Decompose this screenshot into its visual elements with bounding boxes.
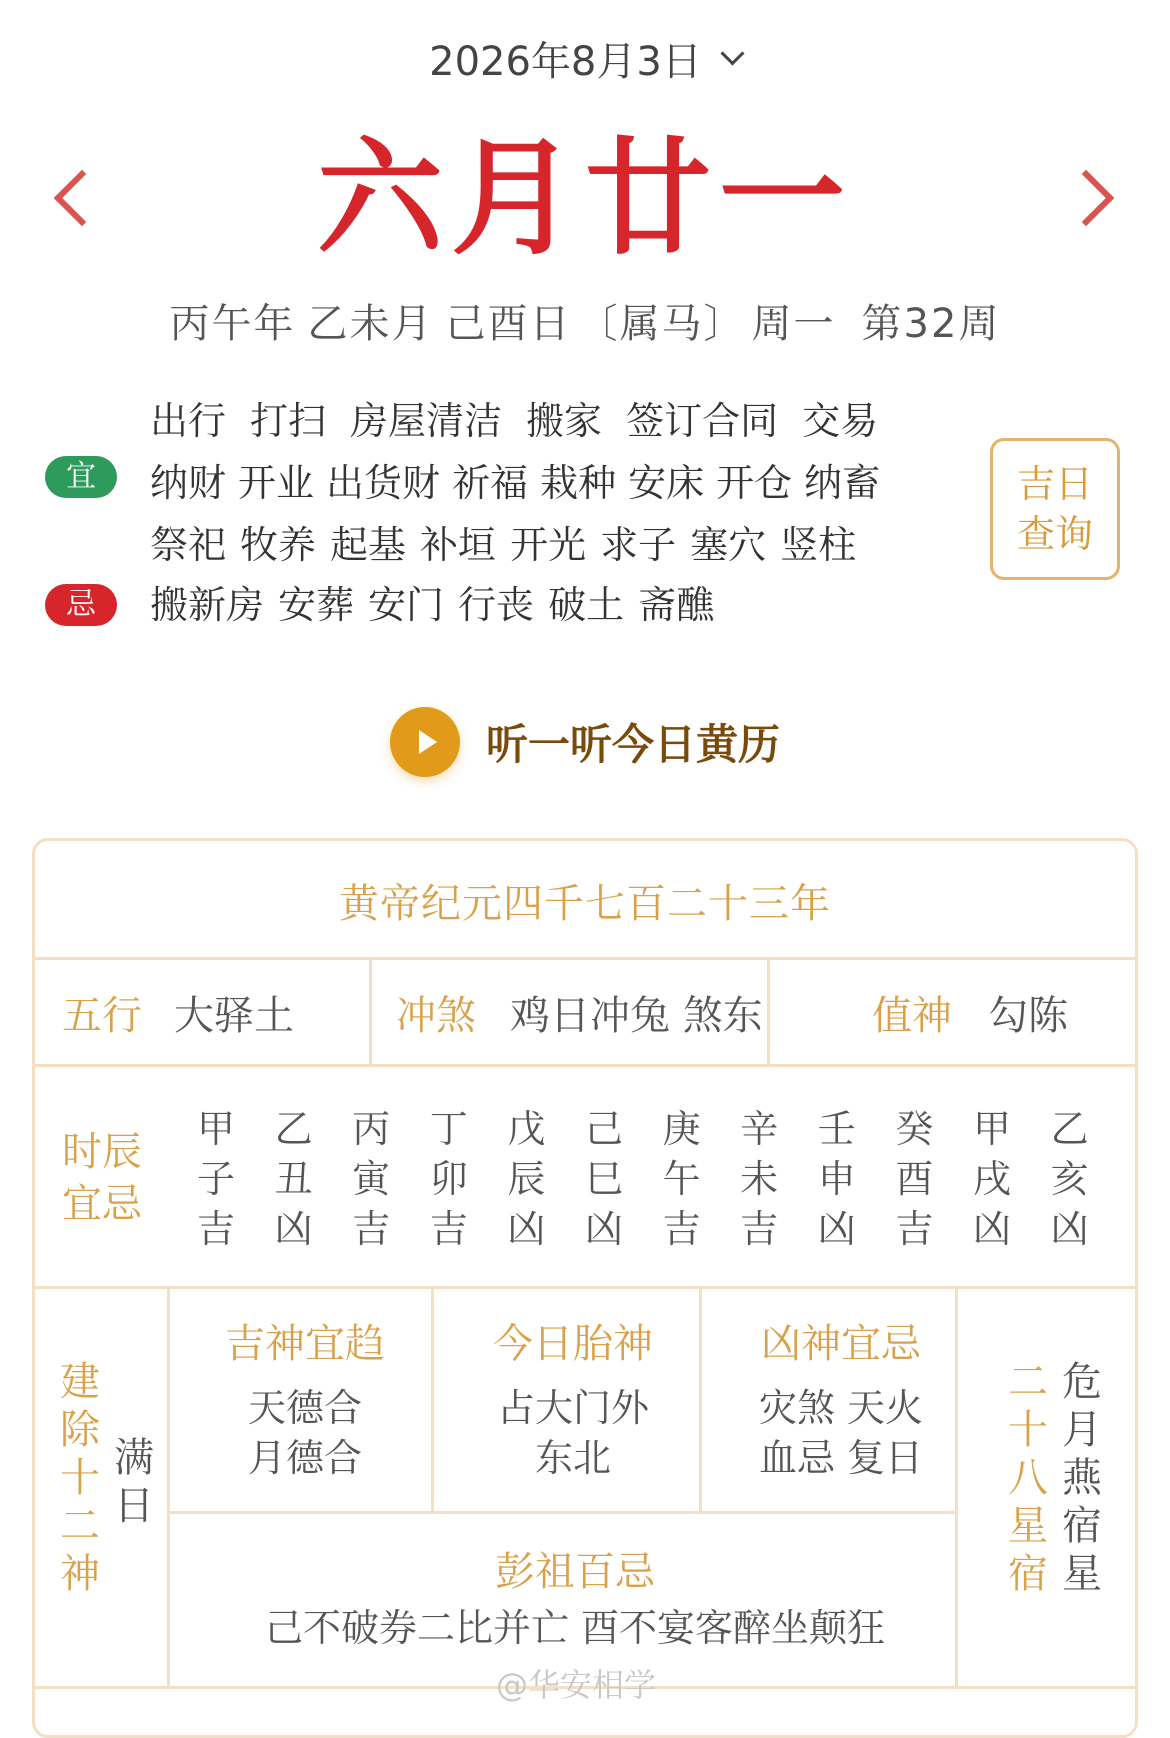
yi-line: [150, 514, 970, 576]
yi-item: 出行: [150, 399, 227, 443]
xiongshen-line: 灾煞 天火: [758, 1386, 924, 1430]
hour-stem: 戊: [507, 1107, 546, 1151]
yi-item: 纳畜: [804, 461, 881, 505]
hour-stem: 甲: [972, 1107, 1011, 1151]
jianchu-title-char: 十: [60, 1455, 100, 1501]
taishen-line: 东北: [534, 1436, 611, 1480]
hour-luck: 凶: [584, 1207, 623, 1251]
yi-item: 祈福: [452, 461, 529, 505]
hour-branch: 戌: [972, 1157, 1011, 1201]
yi-item: 栽种: [540, 461, 617, 505]
solar-date: 2026年8月3日: [429, 38, 702, 85]
pengzu-text: 己不破券二比并亡 酉不宴客醉坐颠狂: [264, 1606, 886, 1650]
hour-stem: 乙: [274, 1107, 313, 1151]
xiongshen-cell: [720, 1312, 962, 1483]
jianchu-value-char: 满: [114, 1435, 154, 1481]
jishen-body: [184, 1383, 426, 1483]
xingxiu-title-char: 星: [1008, 1503, 1048, 1549]
yi-item: 补垣: [420, 523, 497, 567]
hour-branch: 巳: [584, 1157, 623, 1201]
watermark: @华安相学: [496, 1666, 657, 1704]
week-number: 第32周: [861, 301, 1001, 347]
hour-branch: 辰: [507, 1157, 546, 1201]
yi-item: 开光: [510, 523, 587, 567]
hour-branch: 未: [740, 1157, 779, 1201]
chongsha-value: 鸡日冲兔 煞东: [510, 993, 763, 1039]
hour-column: [341, 1104, 401, 1254]
hour-branch: 卯: [429, 1157, 468, 1201]
xingxiu-title-char: 二: [1008, 1359, 1048, 1405]
hours-title: [62, 1126, 142, 1230]
jianchu-title-char: 建: [60, 1359, 100, 1405]
lucky-day-query-button[interactable]: [990, 438, 1120, 580]
xingxiu-value-char: 星: [1062, 1551, 1102, 1597]
pengzu-cell: [184, 1540, 966, 1653]
yi-line: [150, 452, 970, 514]
hour-stem: 甲: [196, 1107, 235, 1151]
yi-item: 交易: [802, 399, 879, 443]
taishen-line: 占大门外: [496, 1386, 649, 1430]
hour-stem: 乙: [1050, 1107, 1089, 1151]
hour-stem: 癸: [895, 1107, 934, 1151]
hour-branch: 子: [196, 1157, 235, 1201]
yi-item: 打扫: [250, 399, 327, 443]
yi-item: 纳财: [150, 461, 227, 505]
hour-luck: 吉: [352, 1207, 391, 1251]
hour-luck: 吉: [740, 1207, 779, 1251]
listen-label: 听一听今日黄历: [485, 720, 780, 769]
yi-item: 求子: [600, 523, 677, 567]
hour-column: [884, 1104, 944, 1254]
hour-luck: 凶: [274, 1207, 313, 1251]
xingxiu-title: [1004, 1358, 1052, 1598]
yi-item: 搬家: [526, 399, 603, 443]
xiongshen-line: 血忌 复日: [758, 1436, 924, 1480]
taishen-title: 今日胎神: [493, 1321, 653, 1367]
taishen-body: [452, 1383, 694, 1483]
ji-item: 破土: [548, 583, 625, 627]
xingxiu-value-char: 月: [1062, 1407, 1102, 1453]
taishen-cell: [452, 1312, 694, 1483]
ganzhi-line: [0, 292, 1170, 349]
hour-branch: 午: [662, 1157, 701, 1201]
ji-item: 行丧: [458, 583, 535, 627]
lucky-day-line2: 查询: [1016, 512, 1093, 556]
hour-stem: 壬: [817, 1107, 856, 1151]
ji-item: 安葬: [278, 583, 355, 627]
xingxiu-value: [1058, 1358, 1106, 1598]
yi-item: 竖柱: [780, 523, 857, 567]
hours-title-line: 时辰: [62, 1129, 142, 1175]
xingxiu-value-char: 宿: [1062, 1503, 1102, 1549]
hour-luck: 凶: [507, 1207, 546, 1251]
yi-item: 起基: [330, 523, 407, 567]
hour-luck: 吉: [662, 1207, 701, 1251]
ganzhi-month: 乙未月: [307, 301, 434, 347]
jianchu-title-char: 神: [60, 1551, 100, 1597]
hours-title-line: 宜忌: [62, 1181, 142, 1227]
ji-item: 搬新房: [150, 583, 265, 627]
hour-luck: 吉: [196, 1207, 235, 1251]
jianchu-title: [56, 1358, 104, 1598]
jianchu-value-char: 日: [114, 1483, 154, 1529]
hour-column: [729, 1104, 789, 1254]
hour-column: [652, 1104, 712, 1254]
zhishen-label: 值神: [872, 993, 952, 1039]
yi-item: 安床: [628, 461, 705, 505]
yi-item: 房屋清洁: [350, 399, 503, 443]
wuxing-value: 大驿土: [174, 993, 294, 1039]
hour-stem: 庚: [662, 1107, 701, 1151]
zhishen-value: 勾陈: [988, 993, 1068, 1039]
xingxiu-title-char: 八: [1008, 1455, 1048, 1501]
listen-almanac-button[interactable]: [0, 706, 1170, 778]
hour-branch: 申: [817, 1157, 856, 1201]
ji-item: 斋醮: [638, 583, 715, 627]
weekday: 周一: [751, 301, 836, 347]
lunar-date: 六月廿一: [317, 124, 853, 272]
yi-item: 出货财: [326, 461, 441, 505]
jianchu-title-char: 除: [60, 1407, 100, 1453]
jishen-cell: [184, 1312, 426, 1483]
hour-column: [807, 1104, 867, 1254]
jishen-line: 天德合: [247, 1386, 362, 1430]
hour-luck: 凶: [972, 1207, 1011, 1251]
xiongshen-title: 凶神宜忌: [761, 1321, 921, 1367]
hour-column: [1040, 1104, 1100, 1254]
hour-branch: 寅: [352, 1157, 391, 1201]
hour-column: [574, 1104, 634, 1254]
hour-stem: 己: [584, 1107, 623, 1151]
pengzu-title: 彭祖百忌: [495, 1549, 655, 1595]
xingxiu-title-char: 宿: [1008, 1551, 1048, 1597]
hour-luck: 吉: [429, 1207, 468, 1251]
chevron-down-icon: [720, 41, 744, 65]
yi-line: [150, 390, 970, 452]
hour-column: [419, 1104, 479, 1254]
xingxiu-title-char: 十: [1008, 1407, 1048, 1453]
wuxing-label: 五行: [62, 993, 142, 1039]
xingxiu-value-char: 燕: [1062, 1455, 1102, 1501]
ji-badge: 忌: [45, 584, 117, 626]
yi-item: 开仓: [716, 461, 793, 505]
yi-item: 祭祀: [150, 523, 227, 567]
play-icon: [390, 707, 460, 777]
hour-column: [496, 1104, 556, 1254]
hour-branch: 丑: [274, 1157, 313, 1201]
hour-luck: 凶: [1050, 1207, 1089, 1251]
date-selector[interactable]: [0, 30, 1170, 86]
ji-list: [150, 574, 970, 636]
hour-column: [186, 1104, 246, 1254]
jishen-line: 月德合: [247, 1436, 362, 1480]
hour-luck: 吉: [895, 1207, 934, 1251]
hour-branch: 亥: [1050, 1157, 1089, 1201]
hour-luck: 凶: [817, 1207, 856, 1251]
hour-column: [962, 1104, 1022, 1254]
yi-list: [150, 390, 970, 576]
lucky-day-line1: 吉日: [1016, 462, 1093, 506]
yi-item: 签订合同: [626, 399, 779, 443]
yi-item: 塞穴: [690, 523, 767, 567]
jianchu-title-char: 二: [60, 1503, 100, 1549]
era-year: 黄帝纪元四千七百二十三年: [339, 881, 831, 927]
ji-item: 安门: [368, 583, 445, 627]
zodiac: 〔属马〕: [577, 301, 746, 347]
jishen-title: 吉神宜趋: [225, 1321, 385, 1367]
ganzhi-day: 己酉日: [445, 301, 572, 347]
hour-column: [264, 1104, 324, 1254]
chongsha-label: 冲煞: [396, 993, 476, 1039]
xingxiu-value-char: 危: [1062, 1359, 1102, 1405]
jianchu-value: [110, 1434, 158, 1530]
hour-stem: 丁: [429, 1107, 468, 1151]
hour-stem: 辛: [740, 1107, 779, 1151]
ganzhi-year: 丙午年: [169, 301, 296, 347]
yi-item: 开业: [238, 461, 315, 505]
yi-item: 牧养: [240, 523, 317, 567]
hour-branch: 酉: [895, 1157, 934, 1201]
yi-badge: 宜: [45, 456, 117, 498]
xiongshen-body: [720, 1383, 962, 1483]
hour-stem: 丙: [352, 1107, 391, 1151]
